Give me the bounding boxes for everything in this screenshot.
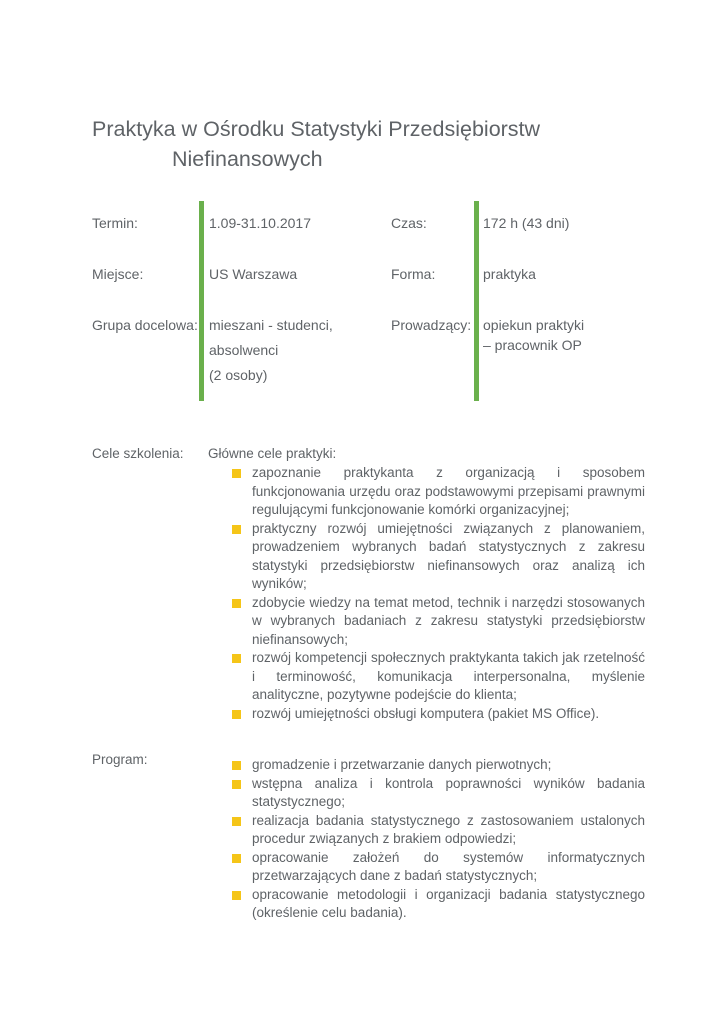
bullet-square-icon xyxy=(232,599,241,608)
list-item: zdobycie wiedzy na temat metod, technik i narzędzi stosowanych w wybranych badaniach z zakresu statystyki przedsiębiorstw niefinansowych; xyxy=(232,594,645,650)
list-item: opracowanie założeń do systemów informatycznych przetwarzających dane z badań statystycznych; xyxy=(232,849,645,886)
list-item: zapoznanie praktykanta z organizacją i sposobem funkcjonowania urzędu oraz podstawowymi przepisami prawnymi regulującymi funkcjonowanie komórki organizacyjnej; xyxy=(232,464,645,520)
list-item: realizacja badania statystycznego z zastosowaniem ustalonych procedur związanych z brakiem odpowiedzi; xyxy=(232,812,645,849)
cele-intro: Główne cele praktyki: xyxy=(208,446,337,461)
bullet-square-icon xyxy=(232,891,241,900)
bullet-square-icon xyxy=(232,854,241,863)
forma-label: Forma: xyxy=(391,266,436,282)
prowadzacy-value-2: – pracownik OP xyxy=(483,337,582,353)
cele-list xyxy=(232,464,645,723)
title-line-2: Niefinansowych xyxy=(172,147,323,171)
page-title xyxy=(92,114,612,174)
forma-value: praktyka xyxy=(483,266,536,282)
cele-label: Cele szkolenia: xyxy=(92,446,184,461)
bullet-square-icon xyxy=(232,710,241,719)
grupa-value-3: (2 osoby) xyxy=(209,367,268,383)
grupa-value-1: mieszani - studenci, xyxy=(209,317,333,333)
termin-value: 1.09-31.10.2017 xyxy=(209,215,311,231)
bullet-square-icon xyxy=(232,761,241,770)
prowadzacy-value-1: opiekun praktyki xyxy=(483,317,585,333)
program-label: Program: xyxy=(92,752,148,767)
miejsce-value: US Warszawa xyxy=(209,266,298,282)
grupa-value-2: absolwenci xyxy=(209,342,279,358)
bullet-square-icon xyxy=(232,525,241,534)
list-item: praktyczny rozwój umiejętności związanych z planowaniem, prowadzeniem wybranych badań statystycznych z zakresu statystyki przedsiębiorstw niefinansowych oraz analizą ich wyników; xyxy=(232,520,645,594)
grupa-label: Grupa docelowa: xyxy=(92,317,198,333)
czas-label: Czas: xyxy=(391,215,427,231)
list-item: gromadzenie i przetwarzanie danych pierwotnych; xyxy=(232,756,645,775)
bullet-square-icon xyxy=(232,780,241,789)
miejsce-label: Miejsce: xyxy=(92,266,144,282)
title-line-1: Praktyka w Ośrodku Statystyki Przedsiębiorstw xyxy=(92,117,541,141)
czas-value: 172 h (43 dni) xyxy=(483,215,570,231)
list-item: rozwój kompetencji społecznych praktykanta takich jak rzetelność i terminowość, komunikacja interpersonalna, myślenie analityczne, pozytywne podejście do klienta; xyxy=(232,649,645,705)
list-item: wstępna analiza i kontrola poprawności wyników badania statystycznego; xyxy=(232,775,645,812)
termin-label: Termin: xyxy=(92,215,138,231)
bullet-square-icon xyxy=(232,817,241,826)
bullet-square-icon xyxy=(232,654,241,663)
left-accent-bar xyxy=(199,201,204,401)
bullet-square-icon xyxy=(232,469,241,478)
right-accent-bar xyxy=(474,201,479,401)
list-item: rozwój umiejętności obsługi komputera (pakiet MS Office). xyxy=(232,705,645,724)
list-item: opracowanie metodologii i organizacji badania statystycznego (określenie celu badania). xyxy=(232,886,645,923)
prowadzacy-label: Prowadzący: xyxy=(391,317,472,333)
program-list xyxy=(232,756,645,923)
